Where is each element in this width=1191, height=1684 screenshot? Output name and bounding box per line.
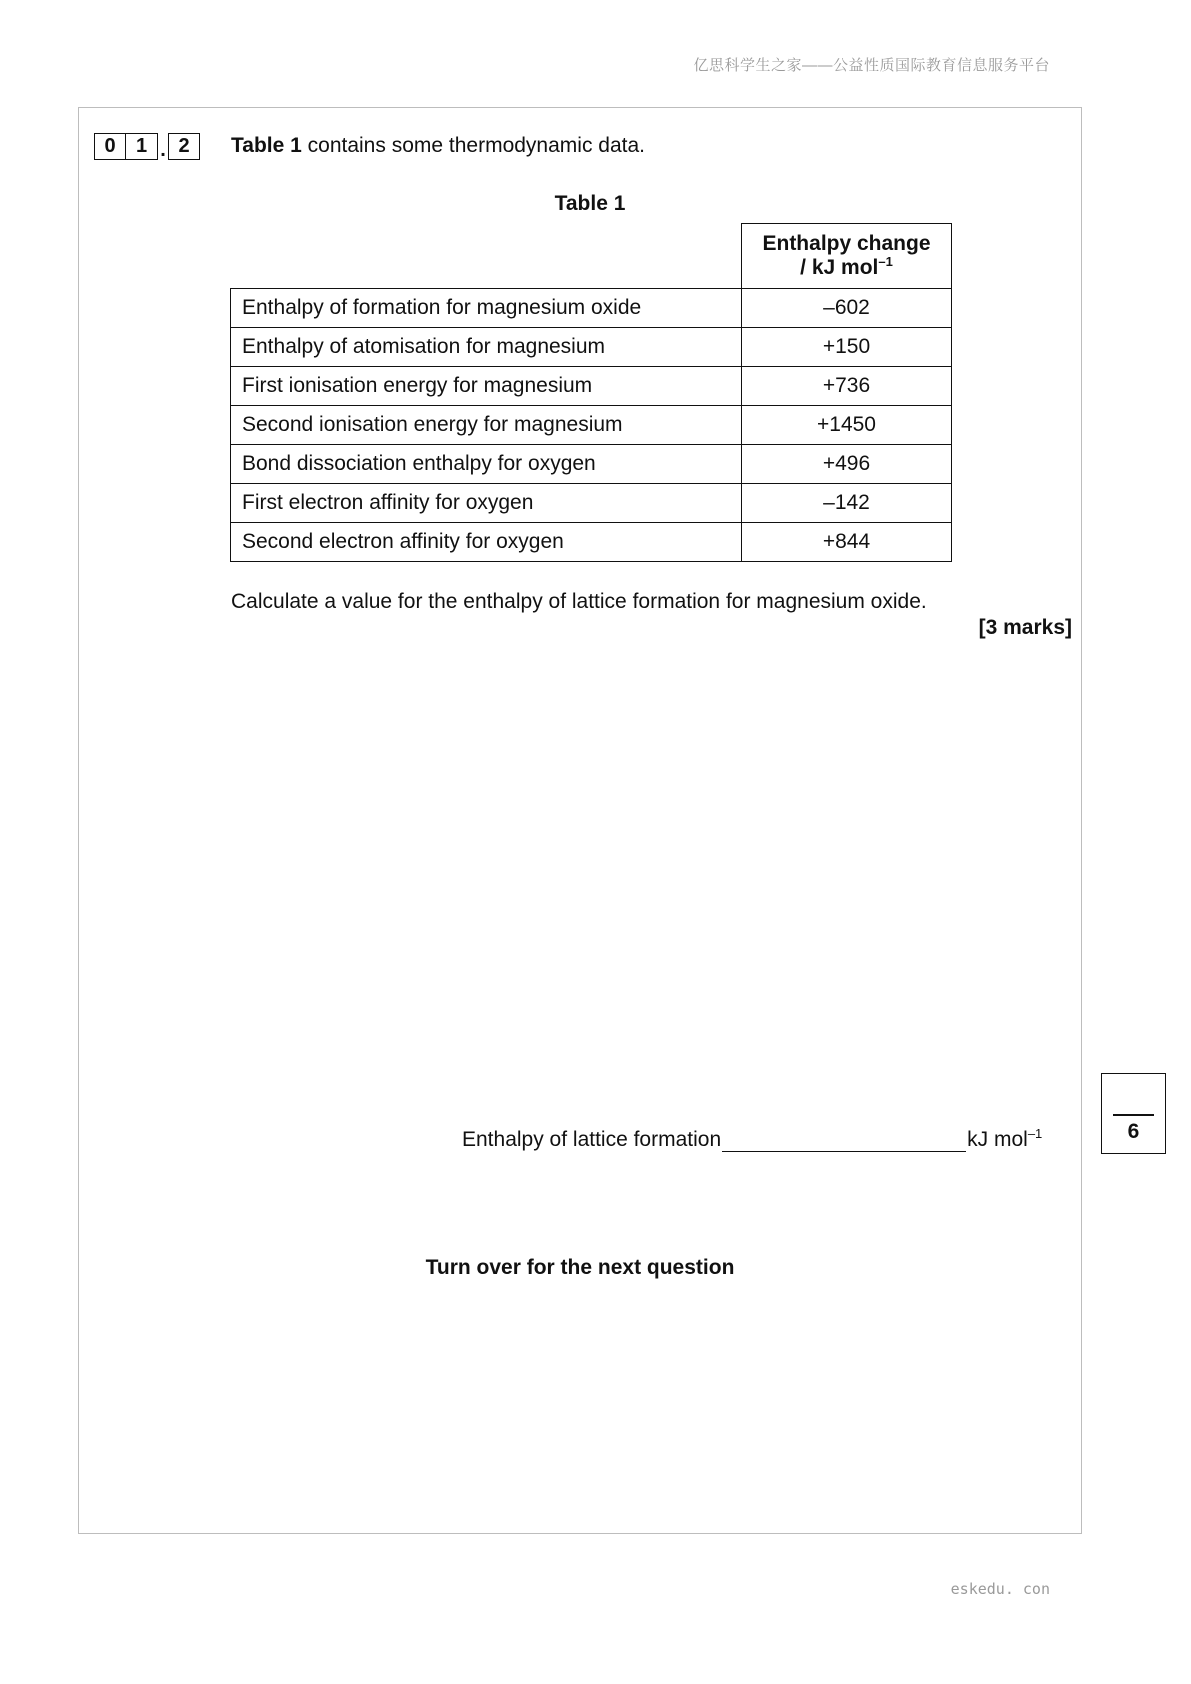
- row-label: Second ionisation energy for magnesium: [231, 406, 742, 445]
- table-header-enthalpy: [742, 224, 952, 289]
- table-header-row: [231, 224, 952, 289]
- watermark-bottom: eskedu. con: [950, 1580, 1050, 1598]
- answer-unit-text: kJ mol: [967, 1128, 1028, 1151]
- row-label: First electron affinity for oxygen: [231, 484, 742, 523]
- table-header-blank: [231, 224, 742, 289]
- question-intro: [231, 134, 645, 158]
- row-label: Enthalpy of formation for magnesium oxide: [231, 289, 742, 328]
- marks-label: [3 marks]: [978, 616, 1072, 639]
- row-label: First ionisation energy for magnesium: [231, 367, 742, 406]
- question-dot: .: [160, 139, 166, 161]
- answer-line: [462, 1128, 1042, 1152]
- question-instruction: Calculate a value for the enthalpy of lattice formation for magnesium oxide.: [231, 590, 927, 613]
- header-sup: –1: [878, 254, 893, 269]
- score-box: [1101, 1073, 1166, 1154]
- table-caption: Table 1: [554, 192, 626, 215]
- table-row: [231, 367, 952, 406]
- table-row: [231, 445, 952, 484]
- header-line1: Enthalpy change: [762, 232, 931, 255]
- thermodynamic-data-table: [230, 223, 952, 562]
- row-label: Bond dissociation enthalpy for oxygen: [231, 445, 742, 484]
- table-row: [231, 523, 952, 562]
- row-value: –602: [742, 289, 952, 328]
- row-value: +736: [742, 367, 952, 406]
- row-value: +496: [742, 445, 952, 484]
- question-digit-box: 1: [126, 133, 158, 160]
- question-part-box: 2: [168, 133, 200, 160]
- row-value: +1450: [742, 406, 952, 445]
- table-row: [231, 484, 952, 523]
- row-value: –142: [742, 484, 952, 523]
- question-digit-box: 0: [94, 133, 126, 160]
- table-row: [231, 328, 952, 367]
- question-number: [94, 133, 200, 160]
- row-value: +844: [742, 523, 952, 562]
- answer-unit-sup: –1: [1027, 1126, 1043, 1141]
- intro-table-ref: Table 1: [231, 134, 302, 157]
- answer-unit: [967, 1128, 1042, 1152]
- answer-label: Enthalpy of lattice formation: [462, 1128, 722, 1151]
- row-label: Enthalpy of atomisation for magnesium: [231, 328, 742, 367]
- watermark-top: 亿思科学生之家——公益性质国际教育信息服务平台: [693, 57, 1050, 74]
- intro-text: contains some thermodynamic data.: [301, 134, 645, 157]
- score-line: [1113, 1114, 1154, 1116]
- table-row: [231, 406, 952, 445]
- score-total: 6: [1127, 1120, 1140, 1143]
- row-value: +150: [742, 328, 952, 367]
- header-line2: / kJ mol: [800, 256, 879, 279]
- turn-over-text: Turn over for the next question: [425, 1256, 735, 1279]
- table-row: [231, 289, 952, 328]
- answer-input-line[interactable]: [722, 1129, 966, 1152]
- row-label: Second electron affinity for oxygen: [231, 523, 742, 562]
